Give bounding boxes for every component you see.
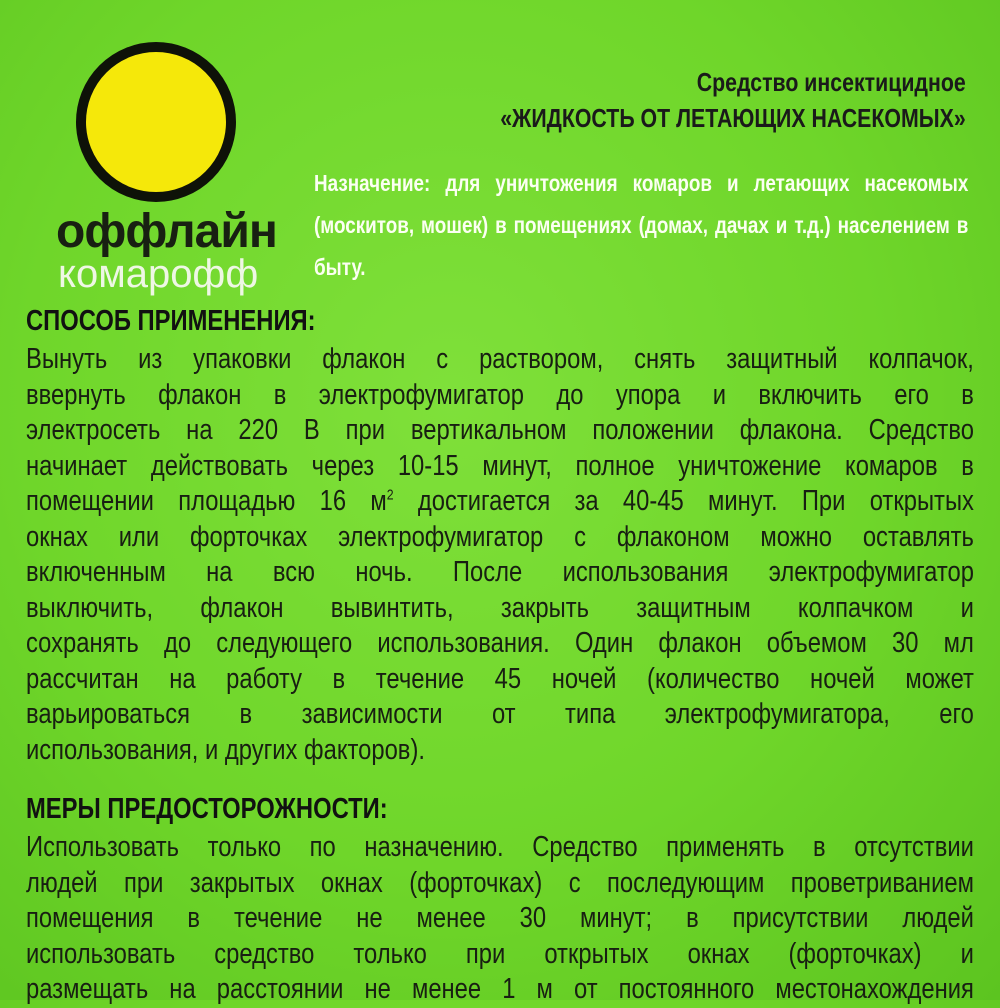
logo-line2: комарофф [58,252,259,296]
precautions-line: помещения в течение не менее 30 минут; в присутствии людей [26,902,974,934]
logo-circle-icon [76,42,236,202]
usage-body [26,342,974,768]
superscript: 2 [386,486,394,504]
usage-line-part: помещении площадью 16 м [26,485,387,517]
precautions-body [26,830,974,1008]
usage-title: СПОСОБ ПРИМЕНЕНИЯ: [26,305,316,337]
logo-line1: оффлайн [56,205,277,258]
usage-line: начинает действовать через 10-15 минут, полное уничтожение комаров в [26,449,974,482]
precautions-line: размещать на расстоянии не менее 1 м от постоянного местонахождения [26,973,974,1005]
usage-line: включенным на всю ночь. После использования электрофумигатор [26,556,974,588]
precautions-section [26,788,974,1008]
usage-line: электросеть на 220 В при вертикальном положении флакона. Средство [26,414,974,446]
usage-section [26,300,974,768]
brand-logo [52,42,282,296]
usage-line: Вынуть из упаковки флакон с раствором, снять защитный колпачок, [26,343,974,375]
usage-line: окнах или форточках электрофумигатор с флаконом можно оставлять [26,520,974,553]
product-type: Средство инсектицидное [696,67,966,97]
precautions-title: МЕРЫ ПРЕДОСТОРОЖНОСТИ: [26,793,388,825]
usage-line-part: достигается за 40-45 минут. При открытых [393,485,974,517]
product-name: «ЖИДКОСТЬ ОТ ЛЕТАЮЩИХ НАСЕКОМЫХ» [500,103,966,133]
purpose-text: Назначение: для уничтожения комаров и летающих насекомых (москитов, мошек) в помещениях (домах, дачах и т.д.) населением в быту. [314,170,969,280]
usage-line: выключить, флакон вывинтить, закрыть защитным колпачком и [26,591,974,624]
usage-line [26,484,974,520]
usage-line: варьироваться в зависимости от типа электрофумигатора, его [26,698,974,730]
precautions-line: использовать средство только при открытых окнах (форточках) и [26,937,974,970]
usage-line: ввернуть флакон в электрофумигатор до упора и включить его в [26,378,974,411]
usage-line: использования, и других факторов). [26,733,425,766]
precautions-line: людей при закрытых окнах (форточках) с последующим проветриванием [26,866,974,899]
precautions-line: Использовать только по назначению. Средство применять в отсутствии [26,831,974,863]
usage-line: рассчитан на работу в течение 45 ночей (количество ночей может [26,662,974,695]
product-header [500,64,966,136]
usage-line: сохранять до следующего использования. Один флакон объемом 30 мл [26,627,974,659]
